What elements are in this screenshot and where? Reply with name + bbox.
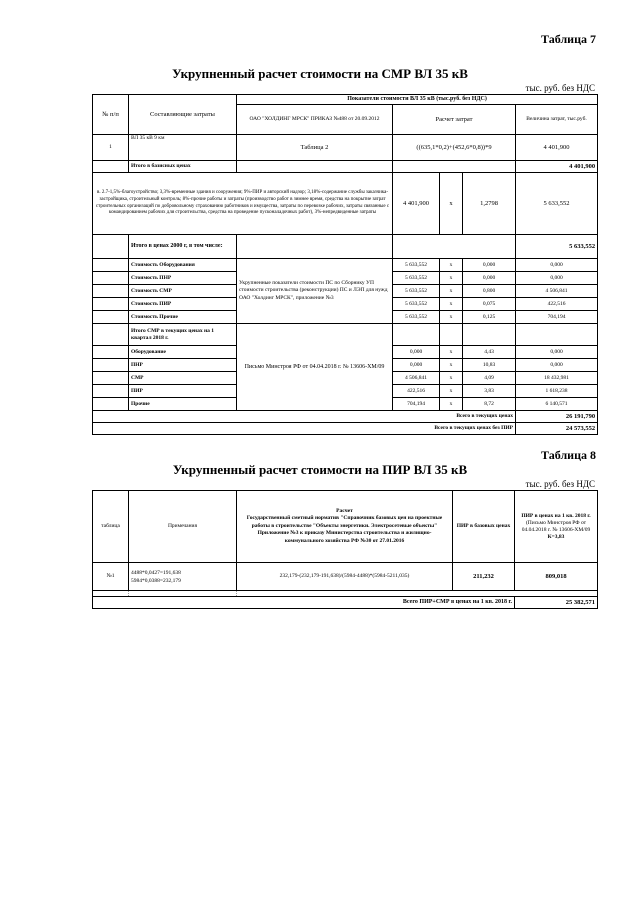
- total-no-pir-label: Всего в текущих ценах без ПИР: [93, 423, 516, 435]
- split-equipment-a: 5 633,552: [393, 259, 440, 272]
- cur-smr-k: 4,09: [463, 372, 516, 385]
- cur-equipment-k: 4,43: [463, 346, 516, 359]
- split-other-x: x: [440, 311, 463, 324]
- row1-value: 4 401,900: [516, 135, 598, 161]
- cur-pnr-v: 0,000: [516, 359, 598, 372]
- t8-current-header-title: ПИР в ценах на 1 кв. 2018 г.: [521, 512, 591, 519]
- cur-smr-x: x: [440, 372, 463, 385]
- split-pir-x: x: [440, 298, 463, 311]
- split-equipment-v: 0,000: [516, 259, 598, 272]
- coef-amount: 4 401,900: [393, 173, 440, 235]
- split-other-k: 0,125: [463, 311, 516, 324]
- split-smr-k: 0,800: [463, 285, 516, 298]
- split-other-a: 5 633,552: [393, 311, 440, 324]
- split-note: Укрупненные показатели стоимости ПС по Сборнику УП стоимости строительства (реконструкции) ПС и ЛЭП для нужд ОАО "Холдинг МРСК", приложение №3: [237, 259, 393, 324]
- split-smr-v: 4 506,841: [516, 285, 598, 298]
- base-total-label: Итого в базисных ценах: [129, 161, 237, 173]
- cur-other-x: x: [440, 398, 463, 411]
- cur-equipment-v: 0,000: [516, 346, 598, 359]
- cur-pnr-x: x: [440, 359, 463, 372]
- cur-pir-a: 422,516: [393, 385, 440, 398]
- year2000-label: Итого в ценах 2000 г, в том числе:: [129, 235, 237, 259]
- split-pnr-x: x: [440, 272, 463, 285]
- split-equipment-k: 0,000: [463, 259, 516, 272]
- split-equipment-name: Стоимость Оборудования: [129, 259, 237, 272]
- cur-smr-a: 4 506,841: [393, 372, 440, 385]
- split-pnr-k: 0,000: [463, 272, 516, 285]
- t8-notes-header: Примечания: [129, 491, 237, 563]
- col-value-header: Величина затрат, тыс.руб.: [516, 105, 598, 135]
- t8-base-header: ПИР в базовых ценах: [453, 491, 515, 563]
- t8-row-note-2: 5984*0,0388=232,179: [131, 577, 181, 584]
- split-pnr-name: Стоимость ПНР: [129, 272, 237, 285]
- current-note: Письмо Минстроя РФ от 04.04.2018 г. № 13606-ХМ/09: [237, 324, 393, 411]
- row1-name: ВЛ 35 кВ 9 км: [129, 135, 237, 161]
- cur-pir-v: 1 618,238: [516, 385, 598, 398]
- t8-total-value: 25 382,571: [515, 597, 598, 609]
- coef-x: x: [440, 173, 463, 235]
- t8-table-header: таблица: [93, 491, 129, 563]
- table7-title: Укрупненный расчет стоимости на СМР ВЛ 35 кВ: [172, 66, 468, 81]
- base-total-value: 4 401,900: [516, 161, 598, 173]
- col-components-header: Составляющие затраты: [129, 95, 237, 135]
- table8-title: Укрупненный расчет стоимости на ПИР ВЛ 35 кВ: [172, 462, 468, 477]
- split-pir-v: 422,516: [516, 298, 598, 311]
- t8-current-header: [515, 491, 598, 563]
- col-group-header: Показатели стоимости ВЛ 35 кВ (тыс.руб. без НДС): [237, 95, 598, 105]
- t8-row-number: №1: [93, 563, 129, 591]
- split-other-name: Стоимость Прочие: [129, 311, 237, 324]
- cur-equipment-a: 0,000: [393, 346, 440, 359]
- col-source-header: ОАО "ХОЛДИНГ МРСК" ПРИКАЗ №488 от 20.09.2012: [237, 105, 393, 135]
- coef-value: 5 633,552: [516, 173, 598, 235]
- table7: [92, 94, 598, 435]
- cur-pir-k: 3,83: [463, 385, 516, 398]
- col-number-header: № п/п: [93, 95, 129, 135]
- col-calc-header: Расчет затрат: [393, 105, 516, 135]
- table7-number: Таблица 7: [541, 32, 596, 46]
- t8-total-label: Всего ПИР+СМР в ценах на 1 кв. 2018 г.: [93, 597, 515, 609]
- cur-other-a: 704,194: [393, 398, 440, 411]
- row1-number: 1: [93, 135, 129, 161]
- cur-equipment-x: x: [440, 346, 463, 359]
- split-smr-x: x: [440, 285, 463, 298]
- coef-description: в. 2.7-1,5%-благоустройство; 3,3%-временные здания и сооружения; 9%-ПИР и авторский надзор; 3,18%-содержание службы заказчика-застройщика, строительный контроль; 8%-прочие работы и затраты (производство работ в зимнее время, средства на покрытие затрат строительных организаций по добровольному страхованию работников и имущества, затраты по перевозке рабочих, затраты связанные с командированием рабочих для строительства, средства на проведение пусконаладочных работ), 3%-непредвиденные затраты: [93, 173, 393, 235]
- total-no-pir-value: 24 573,552: [516, 423, 598, 435]
- row1-source: Таблица 2: [237, 135, 393, 161]
- cur-other-v: 6 140,571: [516, 398, 598, 411]
- year2000-value: 5 633,552: [516, 235, 598, 259]
- split-pir-a: 5 633,552: [393, 298, 440, 311]
- split-smr-name: Стоимость СМР: [129, 285, 237, 298]
- split-pir-k: 0,075: [463, 298, 516, 311]
- t8-calc-header: Расчет Государственный сметный норматив "Справочник базовых цен на проектные работы в строительстве "Объекты энергетики. Электросетевые объекты" Приложение №3 к приказу Министерства строительства и жилищно-коммунального хозяйства РФ №30 от 27.01.2016: [237, 491, 453, 563]
- t8-row-note-1: 4488*0,0427=191,638: [131, 569, 181, 576]
- split-pnr-a: 5 633,552: [393, 272, 440, 285]
- t8-row-current: 809,018: [515, 563, 598, 591]
- t8-row-base: 211,232: [453, 563, 515, 591]
- table8-unit: тыс. руб. без НДС: [525, 479, 595, 489]
- cur-pir-x: x: [440, 385, 463, 398]
- row1-calc: ((635,1*0,2)+(452,6*0,8))*9: [393, 135, 516, 161]
- cur-smr-v: 18 432,981: [516, 372, 598, 385]
- table7-unit: тыс. руб. без НДС: [525, 83, 595, 93]
- split-pnr-v: 0,000: [516, 272, 598, 285]
- split-smr-a: 5 633,552: [393, 285, 440, 298]
- split-pir-name: Стоимость ПИР: [129, 298, 237, 311]
- cur-equipment-name: Оборудование: [129, 346, 237, 359]
- cur-smr-name: СМР: [129, 372, 237, 385]
- cur-pir-name: ПИР: [129, 385, 237, 398]
- t8-current-header-letter: (Письмо Минстроя РФ от 04.04.2018 г. № 13606-ХМ/09: [521, 519, 591, 533]
- cur-pnr-a: 0,000: [393, 359, 440, 372]
- cur-other-k: 8,72: [463, 398, 516, 411]
- table8: [92, 490, 598, 609]
- t8-current-header-k: К=3,83: [547, 533, 565, 540]
- cur-other-name: Прочие: [129, 398, 237, 411]
- t8-row-notes: [129, 563, 237, 591]
- current-label: Итого СМР в текущих ценах на 1 квартал 2018 г.: [129, 324, 237, 346]
- split-equipment-x: x: [440, 259, 463, 272]
- cur-pnr-k: 10,83: [463, 359, 516, 372]
- cur-pnr-name: ПНР: [129, 359, 237, 372]
- total-current-value: 26 191,790: [516, 411, 598, 423]
- table8-number: Таблица 8: [541, 448, 596, 462]
- coef-factor: 1,2798: [463, 173, 516, 235]
- total-current-label: Всего в текущих ценах: [93, 411, 516, 423]
- split-other-v: 704,194: [516, 311, 598, 324]
- t8-row-calc: 232,179-(232,179-191,638)/(5984-4488)*(5984-5211,035): [237, 563, 453, 591]
